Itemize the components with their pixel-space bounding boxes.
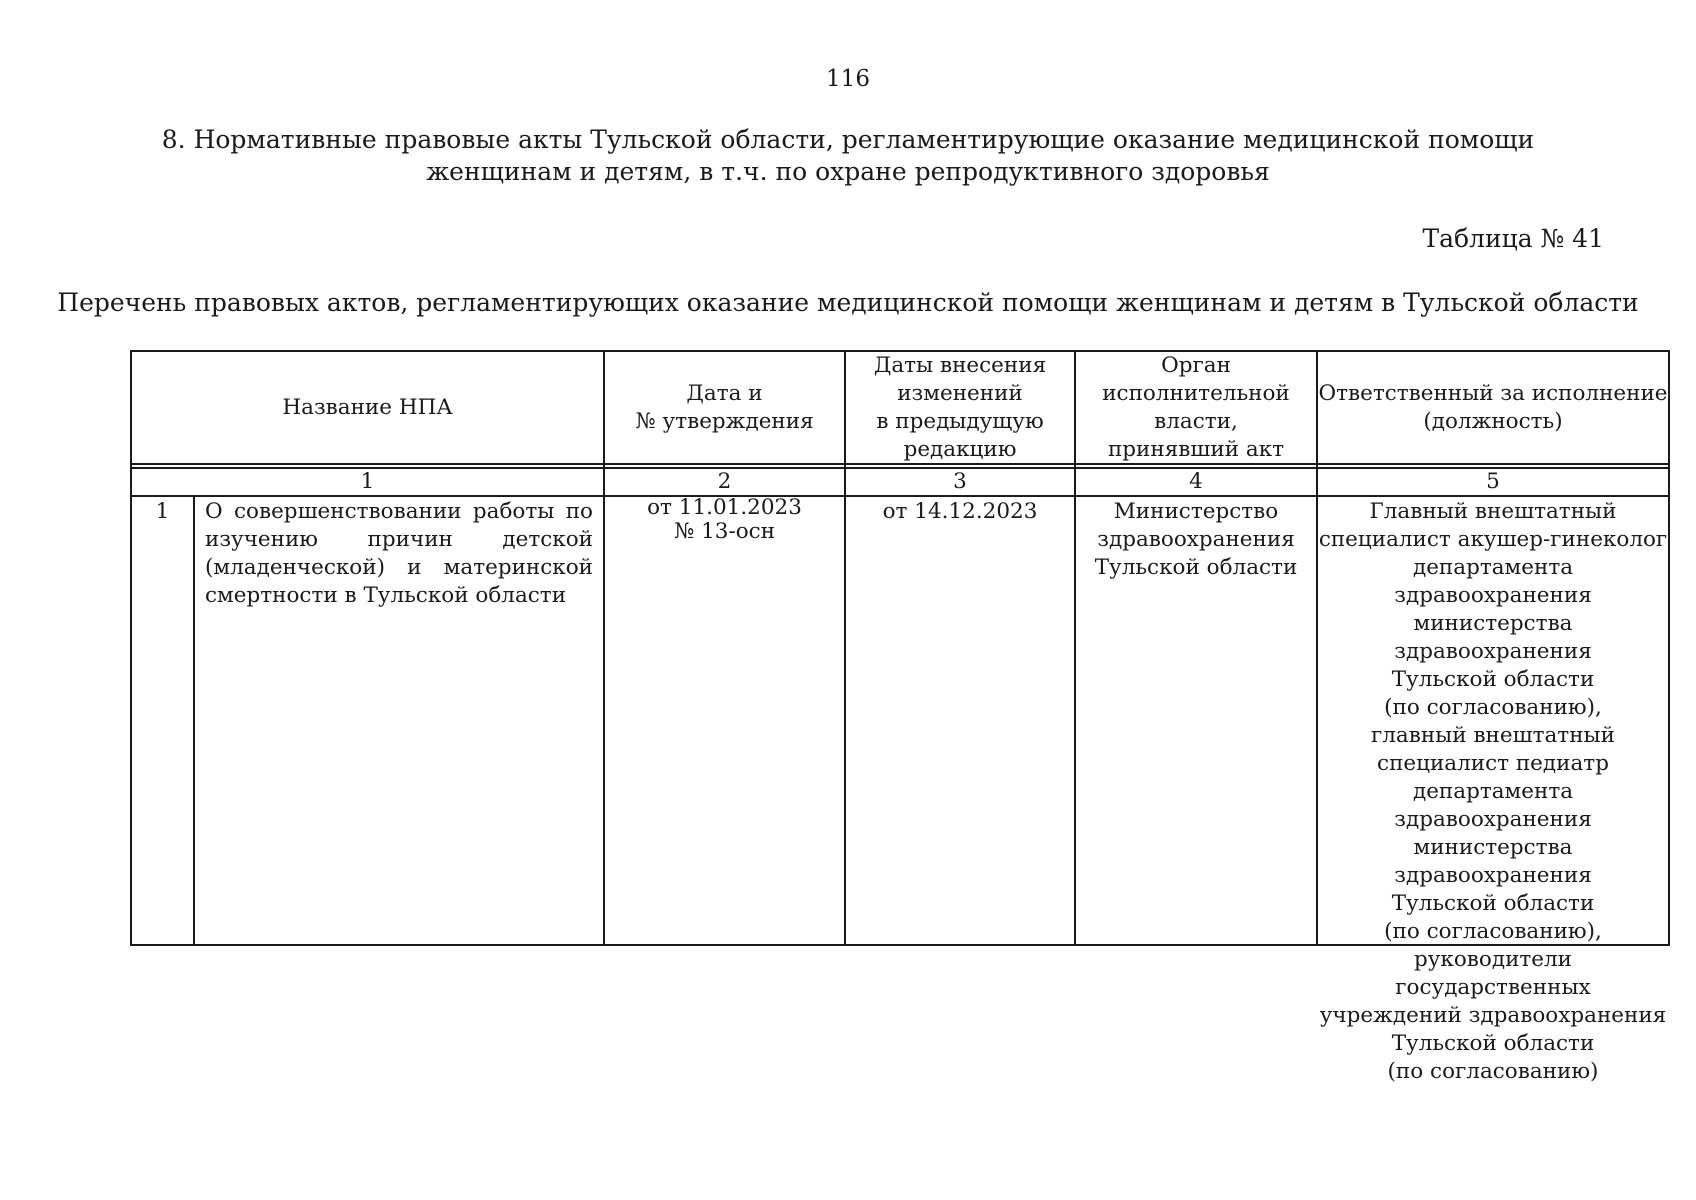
npa-table <box>130 350 1670 1084</box>
header-name <box>132 352 603 463</box>
table-caption: Таблица № 41 <box>1422 224 1604 253</box>
header-body-line: Орган <box>1161 352 1231 378</box>
header-changes-line: Даты внесения <box>873 352 1047 378</box>
row-responsible-line: министерства здравоохранения <box>1394 611 1592 664</box>
row-responsible-line: Тульской области <box>1391 667 1595 692</box>
column-number <box>605 469 844 495</box>
header-responsible-line: (должность) <box>1423 408 1563 434</box>
column-number <box>132 469 603 495</box>
row-date <box>605 496 844 544</box>
header-body-line: исполнительной <box>1102 380 1290 406</box>
row-responsible-line: специалист педиатр <box>1377 751 1609 776</box>
row-responsible-line: (по согласованию), <box>1384 695 1602 720</box>
header-date-line: Дата и <box>686 380 763 406</box>
row-responsible-line: руководители государственных <box>1395 947 1591 1000</box>
header-date-line: № утверждения <box>635 408 814 434</box>
row-body-line: Тульской области <box>1094 555 1298 580</box>
header-date <box>605 352 844 463</box>
row-number: 1 <box>155 499 170 524</box>
row-responsible-line: специалист акушер-гинеколог <box>1318 527 1668 552</box>
section-title <box>0 124 1696 188</box>
header-body <box>1076 352 1316 463</box>
row-responsible-line: Главный внештатный <box>1369 499 1617 524</box>
row-responsible-line: Тульской области <box>1391 891 1595 916</box>
row-date-line: от 11.01.2023 <box>647 495 802 520</box>
row-body-line: здравоохранения <box>1097 527 1295 552</box>
row-body <box>1076 498 1316 582</box>
header-body-line: власти, <box>1154 408 1238 434</box>
row-responsible-line: (по согласованию), <box>1384 919 1602 944</box>
column-number-text: 3 <box>953 469 967 494</box>
header-name-text: Название НПА <box>282 394 453 420</box>
row-npa-name: О совершенствовании работы по изучению причин детской (младенческой) и материнской смертности в Тульской области <box>205 499 593 608</box>
column-number <box>1076 469 1316 495</box>
column-number <box>846 469 1074 495</box>
column-number-text: 1 <box>360 469 375 494</box>
section-title-line: 8. Нормативные правовые акты Тульской области, регламентирующие оказание медицинской помощи <box>161 125 1535 154</box>
row-changes: от 14.12.2023 <box>882 499 1038 524</box>
row-responsible-line: департамента здравоохранения <box>1394 555 1592 608</box>
row-responsible-line: департамента здравоохранения <box>1394 779 1592 832</box>
section-title-line: женщинам и детям, в т.ч. по охране репродуктивного здоровья <box>426 157 1270 186</box>
list-title: Перечень правовых актов, регламентирующих оказание медицинской помощи женщинам и детям в Тульской области <box>57 288 1639 317</box>
table-border-right <box>1668 350 1670 946</box>
row-responsible-line: учреждений здравоохранения <box>1319 1003 1667 1028</box>
row-responsible-line: Тульской области <box>1391 1031 1595 1056</box>
row-responsible-line: главный внештатный <box>1371 723 1615 748</box>
header-responsible <box>1318 352 1668 463</box>
row-responsible-line: (по согласованию) <box>1387 1059 1599 1084</box>
column-number <box>1318 469 1668 495</box>
page-number: 116 <box>826 66 870 92</box>
header-changes-line: изменений <box>897 380 1023 406</box>
row-body-line: Министерство <box>1113 499 1279 524</box>
column-number-text: 5 <box>1486 469 1500 494</box>
col-divider-num <box>193 495 195 946</box>
header-changes-line: в предыдущую <box>876 408 1044 434</box>
header-responsible-line: Ответственный за исполнение <box>1318 380 1668 406</box>
row-responsible-line: министерства здравоохранения <box>1394 835 1592 888</box>
header-changes <box>846 352 1074 463</box>
column-number-text: 4 <box>1189 469 1203 494</box>
header-changes-line: редакцию <box>903 436 1017 462</box>
header-body-line: принявший акт <box>1107 436 1285 462</box>
row-date-line: № 13-осн <box>673 519 776 544</box>
column-number-text: 2 <box>717 469 732 494</box>
row-responsible <box>1318 498 1668 1086</box>
